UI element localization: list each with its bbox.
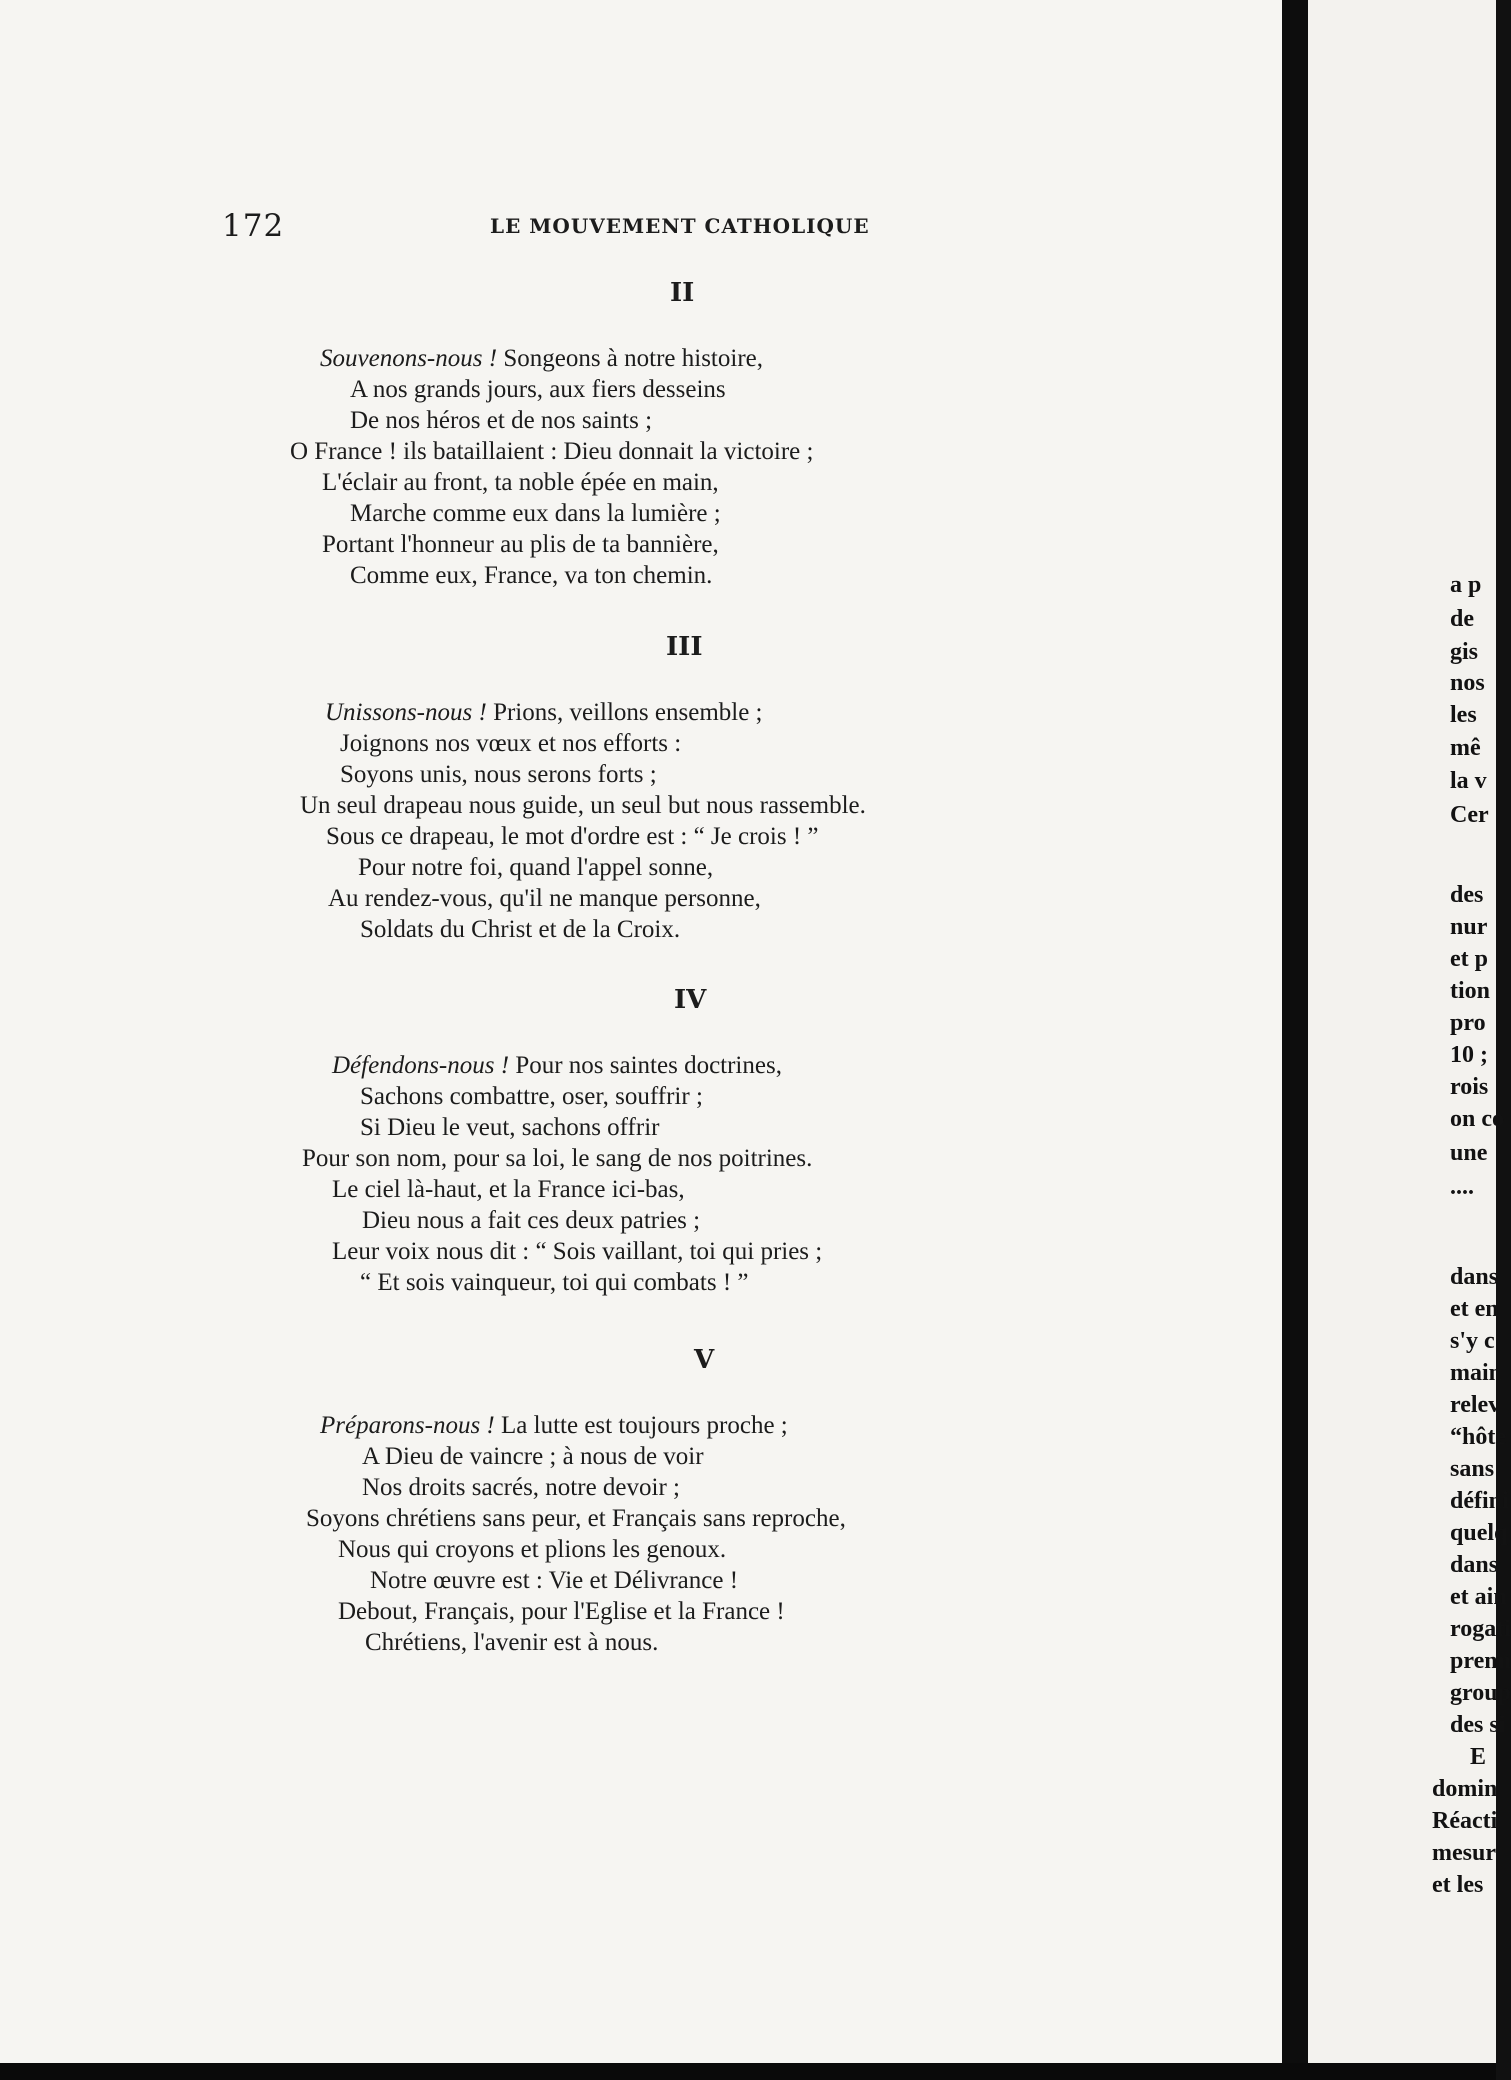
facing-page-line: Réacti (1432, 1808, 1498, 1834)
verse-text: Dieu nous a fait ces deux patries ; (362, 1207, 701, 1234)
facing-page-line: domin (1432, 1776, 1498, 1802)
verse-line (320, 344, 763, 374)
running-title: LE MOUVEMENT CATHOLIQUE (490, 214, 870, 238)
verse-text: La lutte est toujours proche ; (494, 1412, 788, 1439)
facing-page-line: tion (1450, 978, 1491, 1004)
facing-page-line: sans (1450, 1456, 1495, 1482)
verse-line (340, 760, 657, 790)
facing-page-line: pro (1450, 1010, 1486, 1036)
verse-line (322, 530, 719, 560)
stanza-number: IV (674, 985, 707, 1015)
verse-line (325, 698, 763, 728)
verse-text: Prions, veillons ensemble ; (486, 699, 763, 726)
verse-text: Un seul drapeau nous guide, un seul but nous rassemble. (300, 792, 866, 819)
verse-text: Au rendez-vous, qu'il ne manque personne, (328, 885, 761, 912)
facing-page-line: “hôte (1450, 1424, 1506, 1450)
verse-line (365, 1628, 658, 1658)
verse-line (358, 853, 713, 883)
verse-line (360, 915, 680, 945)
verse-text: Chrétiens, l'avenir est à nous. (365, 1629, 659, 1656)
facing-page-line: les (1450, 702, 1477, 728)
facing-page-line: et en (1450, 1296, 1499, 1322)
facing-page-line: des si (1450, 1712, 1506, 1738)
verse-line (340, 729, 681, 759)
verse-text: O France ! ils bataillaient : Dieu donnait la victoire ; (290, 438, 814, 465)
verse-line (332, 1175, 685, 1205)
page-number: 172 (222, 208, 285, 244)
verse-text: “ Et sois vainqueur, toi qui combats ! ” (360, 1269, 749, 1296)
facing-page-line: des (1450, 882, 1484, 908)
verse-line (338, 1597, 785, 1627)
facing-page-line: rois (1450, 1074, 1489, 1100)
verse-line (360, 1268, 749, 1298)
verse-lead: Défendons-nous ! (332, 1052, 510, 1079)
facing-page-line: .... (1450, 1174, 1474, 1200)
facing-page-line: prenn (1450, 1648, 1511, 1674)
verse-line (300, 791, 866, 821)
verse-line (362, 1442, 704, 1472)
verse-line (290, 437, 813, 467)
facing-page-line: main (1450, 1360, 1503, 1386)
facing-page-line: rogati (1450, 1616, 1511, 1642)
verse-line (326, 822, 819, 852)
verse-line (370, 1566, 738, 1596)
facing-page-line: et p (1450, 946, 1488, 972)
verse-text: L'éclair au front, ta noble épée en main, (322, 469, 719, 496)
verse-text: Songeons à notre histoire, (497, 345, 763, 372)
verse-text: Pour nos saintes doctrines, (509, 1052, 782, 1079)
verse-lead: Souvenons-nous ! (320, 345, 498, 372)
stanza-number: II (670, 278, 695, 308)
verse-text: Soyons unis, nous serons forts ; (340, 761, 657, 788)
facing-page-line: dans (1450, 1552, 1499, 1578)
facing-page-line: défini (1450, 1488, 1509, 1514)
verse-text: Debout, Français, pour l'Eglise et la France ! (338, 1598, 785, 1625)
verse-text: Comme eux, France, va ton chemin. (350, 562, 713, 589)
verse-line (320, 1411, 788, 1441)
verse-line (362, 1473, 680, 1503)
facing-page-line: nos (1450, 670, 1485, 696)
verse-text: Marche comme eux dans la lumière ; (350, 500, 721, 527)
verse-line (332, 1051, 782, 1081)
facing-page-line: on co (1450, 1106, 1504, 1132)
verse-line (362, 1206, 700, 1236)
facing-page-line: dans (1450, 1264, 1499, 1290)
verse-text: Sachons combattre, oser, souffrir ; (360, 1083, 703, 1110)
verse-text: Nos droits sacrés, notre devoir ; (362, 1474, 680, 1501)
facing-page-line: E (1470, 1744, 1487, 1770)
facing-page-line: a p (1450, 572, 1482, 598)
book-spine-gutter (1282, 0, 1308, 2080)
verse-line (302, 1144, 812, 1174)
facing-page-line: 10 ; (1450, 1042, 1488, 1068)
verse-line (350, 499, 721, 529)
verse-lead: Unissons-nous ! (325, 699, 487, 726)
facing-page-line: mesur (1432, 1840, 1496, 1866)
facing-page-line: une (1450, 1140, 1488, 1166)
facing-page-line: et ain (1450, 1584, 1507, 1610)
verse-text: Nous qui croyons et plions les genoux. (338, 1536, 727, 1563)
verse-line (360, 1113, 659, 1143)
verse-text: Joignons nos vœux et nos efforts : (340, 730, 682, 757)
verse-text: Si Dieu le veut, sachons offrir (360, 1114, 660, 1141)
facing-page (1308, 0, 1511, 2063)
verse-text: Pour son nom, pour sa loi, le sang de nos poitrines. (302, 1145, 813, 1172)
verse-text: Leur voix nous dit : “ Sois vaillant, toi qui pries ; (332, 1238, 823, 1265)
verse-line (332, 1237, 822, 1267)
stanza-number: V (694, 1345, 715, 1375)
facing-page-line: quelq (1450, 1520, 1508, 1546)
verse-text: A Dieu de vaincre ; à nous de voir (362, 1443, 704, 1470)
facing-page-line: Cer (1450, 802, 1489, 828)
facing-page-line: group (1450, 1680, 1511, 1706)
verse-text: Portant l'honneur au plis de ta bannière, (322, 531, 719, 558)
facing-page-line: de (1450, 606, 1474, 632)
verse-line (322, 468, 719, 498)
verse-line (338, 1535, 726, 1565)
verse-text: Le ciel là-haut, et la France ici-bas, (332, 1176, 685, 1203)
verse-line (350, 375, 726, 405)
facing-page-line: gis (1450, 639, 1479, 665)
facing-page-line: et les (1432, 1872, 1484, 1898)
verse-lead: Préparons-nous ! (320, 1412, 495, 1439)
verse-text: De nos héros et de nos saints ; (350, 407, 653, 434)
facing-page-line: nur (1450, 914, 1488, 940)
verse-text: A nos grands jours, aux fiers desseins (350, 376, 726, 403)
page-header (222, 208, 892, 248)
facing-page-line: la v (1450, 768, 1487, 794)
facing-page-line: mê (1450, 735, 1481, 761)
verse-line (360, 1082, 703, 1112)
verse-line (306, 1504, 846, 1534)
scan-border (0, 2063, 1496, 2080)
verse-text: Soyons chrétiens sans peur, et Français sans reproche, (306, 1505, 846, 1532)
verse-text: Sous ce drapeau, le mot d'ordre est : “ Je crois ! ” (326, 823, 819, 850)
verse-text: Pour notre foi, quand l'appel sonne, (358, 854, 714, 881)
facing-page-line: relev (1450, 1392, 1501, 1418)
stanza-number: III (666, 632, 703, 662)
verse-text: Soldats du Christ et de la Croix. (360, 916, 681, 943)
facing-page-line: s'y c (1450, 1328, 1495, 1354)
verse-text: Notre œuvre est : Vie et Délivrance ! (370, 1567, 739, 1594)
verse-line (350, 561, 712, 591)
verse-line (328, 884, 761, 914)
verse-line (350, 406, 652, 436)
